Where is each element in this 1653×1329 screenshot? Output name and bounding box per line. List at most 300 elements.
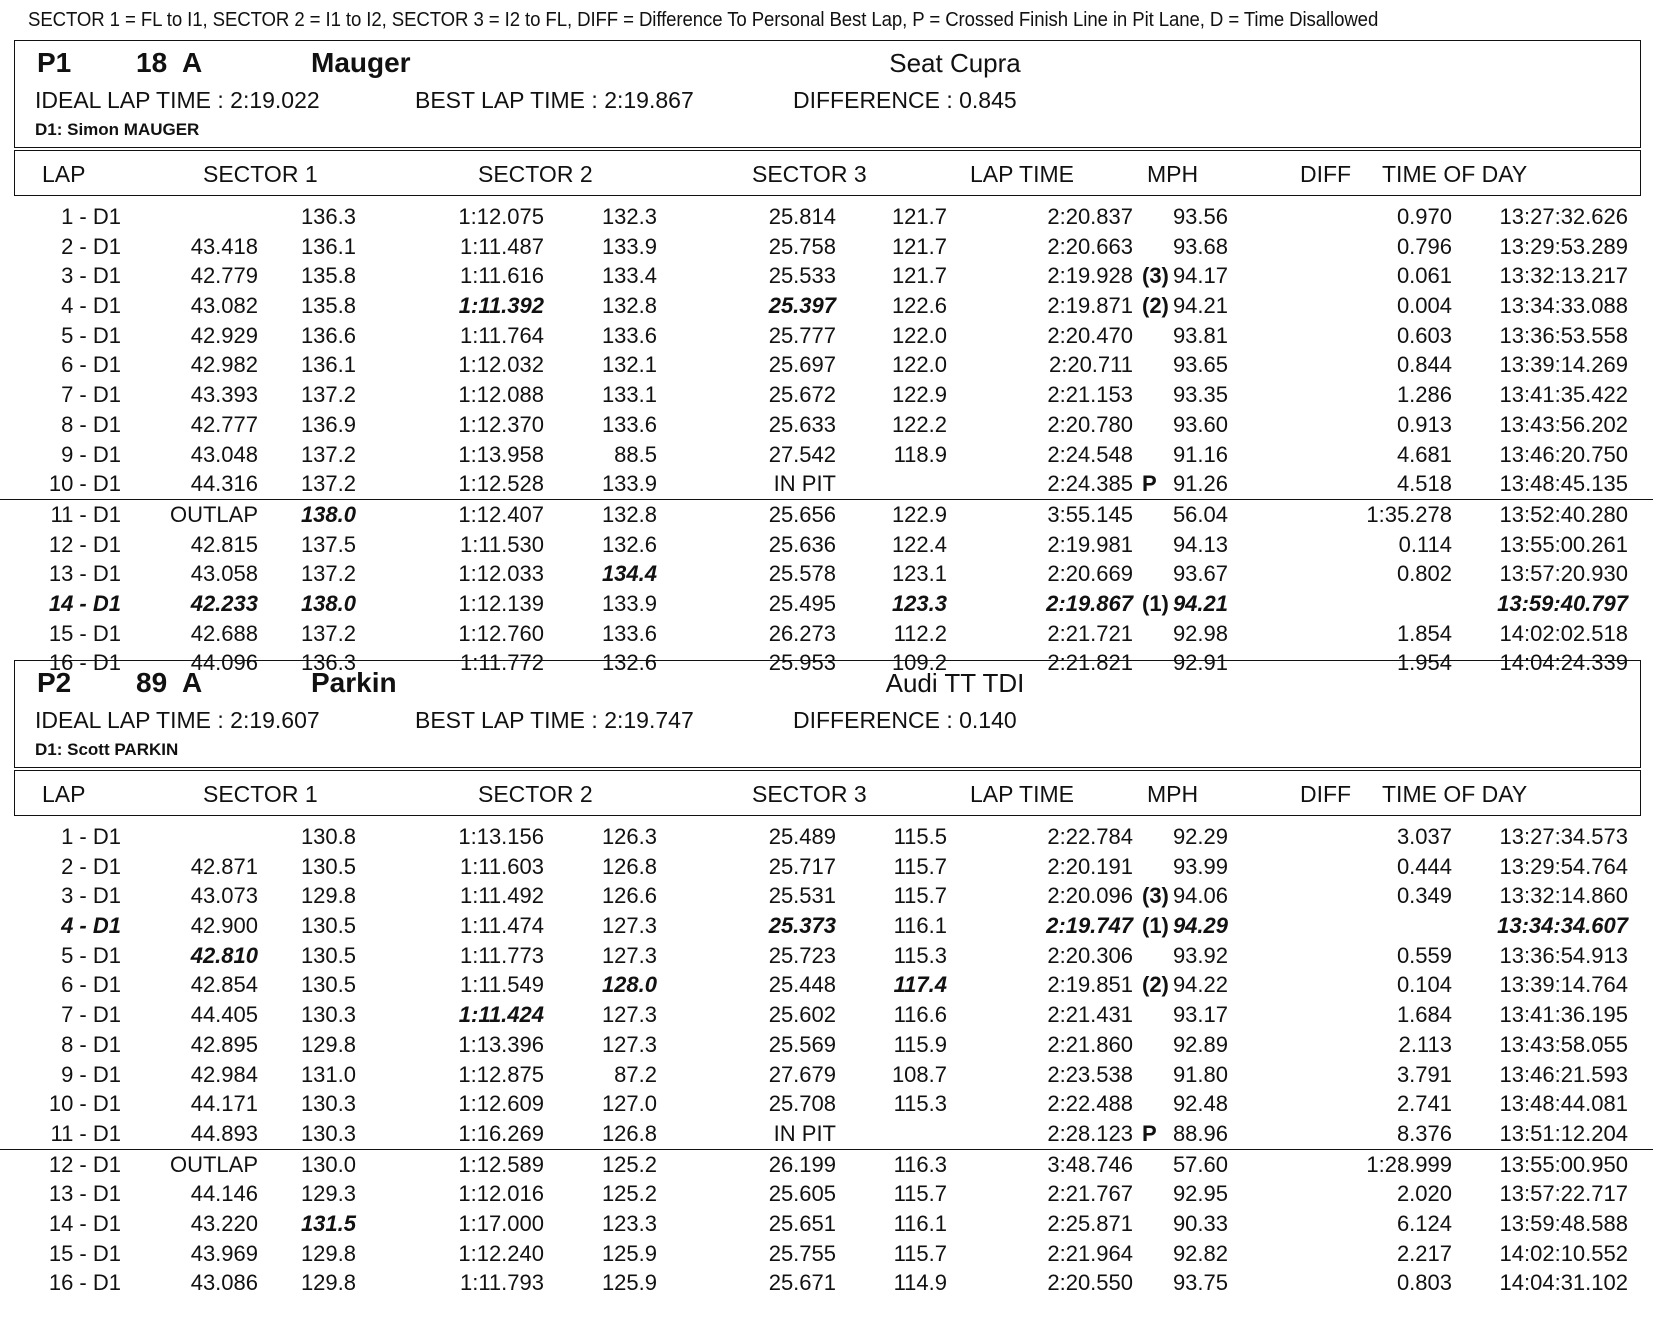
time-of-day: 13:51:12.204 (1499, 1120, 1628, 1146)
time-of-day: 13:34:34.607 (1497, 913, 1628, 939)
sector-3-time: 25.578 (768, 561, 836, 587)
lap-mph: 94.06 (1172, 883, 1228, 909)
sector-3-time: 25.489 (768, 824, 836, 849)
lap-mph: 56.04 (1172, 501, 1228, 527)
sector-1-time: 44.146 (190, 1181, 258, 1207)
table-row (0, 822, 1653, 852)
sector-2-speed: 132.8 (601, 501, 657, 527)
lap-number: 12 - D1 (48, 531, 121, 557)
time-of-day: 13:32:13.217 (1499, 263, 1628, 289)
sector-1-speed: 137.2 (300, 441, 356, 467)
sector-3-speed: 122.9 (891, 382, 947, 408)
time-of-day: 13:32:14.860 (1499, 883, 1628, 909)
best-lap-label: BEST LAP TIME : (415, 87, 598, 113)
sector-2-speed: 127.3 (601, 1031, 657, 1057)
driver-name: D1: Simon MAUGER (35, 120, 200, 139)
lap-time: 2:20.191 (1047, 853, 1133, 879)
sector-2-time: 1:12.528 (458, 471, 544, 497)
lap-time: 3:55.145 (1047, 501, 1133, 527)
difference-value: 0.140 (959, 707, 1017, 733)
lap-diff: 6.124 (1396, 1210, 1452, 1236)
sector-1-speed: 130.5 (300, 853, 356, 879)
sector-3-speed: 122.9 (891, 501, 947, 527)
lap-time: 2:23.538 (1047, 1061, 1133, 1087)
time-of-day: 13:36:54.913 (1499, 942, 1628, 968)
sector-2-speed: 133.9 (601, 590, 657, 616)
col-mph: MPH (1147, 781, 1199, 807)
lap-time: 2:20.669 (1047, 561, 1133, 587)
lap-mph: 92.48 (1172, 1091, 1228, 1117)
sector-3-time: 25.672 (768, 382, 836, 408)
sector-1-time: 42.895 (190, 1031, 258, 1057)
col-sector-3: SECTOR 3 (752, 161, 867, 187)
sector-3-time: 25.755 (768, 1240, 836, 1266)
lap-diff: 0.114 (1398, 531, 1452, 557)
lap-number: 3 - D1 (61, 883, 121, 909)
lap-diff: 1:35.278 (1366, 501, 1452, 527)
lap-diff: 2.741 (1396, 1091, 1452, 1117)
time-of-day: 13:34:33.088 (1499, 293, 1628, 319)
ideal-lap-time (35, 87, 320, 114)
sector-3-time: 27.542 (768, 441, 836, 467)
time-of-day: 13:41:36.195 (1499, 1002, 1628, 1028)
difference (793, 707, 1017, 734)
table-row (0, 970, 1653, 1000)
sector-2-speed: 134.4 (601, 561, 657, 587)
sector-3-speed: 115.7 (893, 1181, 947, 1207)
lap-flag: (3) (1142, 263, 1169, 289)
lap-time: 2:20.780 (1047, 411, 1133, 437)
col-sector-3: SECTOR 3 (752, 781, 867, 807)
sector-3-time: 25.373 (768, 913, 836, 939)
sector-1-time: 42.900 (190, 913, 258, 939)
table-row (0, 619, 1653, 649)
lap-time: 2:19.851 (1047, 972, 1133, 998)
lap-diff: 0.803 (1396, 1270, 1452, 1296)
sector-2-speed: 132.6 (601, 531, 657, 557)
sector-1-time: 43.086 (190, 1270, 258, 1296)
lap-time: 2:20.550 (1047, 1270, 1133, 1296)
position: P1 (37, 47, 72, 78)
lap-mph: 93.99 (1172, 853, 1228, 879)
lap-number: 14 - D1 (48, 1210, 121, 1236)
lap-mph: 91.80 (1172, 1061, 1228, 1087)
sector-3-speed: 123.1 (891, 561, 947, 587)
sector-3-speed: 115.3 (893, 1091, 947, 1117)
sector-3-speed: 114.9 (893, 1270, 947, 1296)
lap-mph: 93.67 (1172, 561, 1228, 587)
col-time-of-day: TIME OF DAY (1382, 781, 1528, 807)
time-of-day: 13:46:20.750 (1499, 441, 1628, 467)
sector-1-time: 43.073 (190, 883, 258, 909)
sector-2-time: 1:11.392 (458, 293, 544, 319)
difference (793, 87, 1017, 114)
lap-time: 2:21.964 (1047, 1240, 1133, 1266)
sector-2-time: 1:11.603 (459, 853, 544, 879)
ideal-lap-value: 2:19.022 (230, 87, 320, 113)
sector-3-time: 25.633 (768, 411, 836, 437)
time-of-day: 13:39:14.764 (1499, 972, 1628, 998)
time-of-day: 13:55:00.261 (1499, 531, 1628, 557)
sector-2-speed: 133.6 (601, 411, 657, 437)
lap-diff: 2.217 (1396, 1240, 1452, 1266)
lap-diff: 3.037 (1396, 824, 1452, 849)
table-row (0, 1119, 1653, 1149)
lap-number: 10 - D1 (48, 471, 121, 497)
lap-number: 16 - D1 (48, 650, 121, 676)
car-model: Audi TT TDI (885, 668, 1025, 698)
sector-3-speed: 115.7 (893, 1240, 947, 1266)
table-row (0, 202, 1653, 232)
lap-diff: 3.791 (1396, 1061, 1452, 1087)
sector-2-speed: 125.2 (601, 1151, 657, 1177)
lap-mph: 93.35 (1172, 382, 1228, 408)
sector-3-speed: 122.0 (891, 322, 947, 348)
lap-number: 15 - D1 (48, 1240, 121, 1266)
lap-time: 3:48.746 (1047, 1151, 1133, 1177)
lap-mph: 93.56 (1172, 204, 1228, 229)
sector-3-speed: 121.7 (891, 263, 947, 289)
sector-1-time: 43.048 (190, 441, 258, 467)
sector-3-speed: 122.4 (891, 531, 947, 557)
sector-1-speed: 135.8 (300, 263, 356, 289)
lap-time: 2:19.871 (1047, 293, 1133, 319)
sector-3-speed: 115.5 (893, 824, 947, 849)
lap-number: 16 - D1 (48, 1270, 121, 1296)
time-of-day: 13:57:22.717 (1499, 1181, 1628, 1207)
sector-3-time: 25.602 (768, 1002, 836, 1028)
lap-flag: (1) (1142, 590, 1169, 616)
sector-2-speed: 128.0 (601, 972, 657, 998)
lap-mph: 57.60 (1172, 1151, 1228, 1177)
difference-label: DIFFERENCE : (793, 707, 953, 733)
lap-flag: (1) (1142, 913, 1169, 939)
sector-1-time: 42.982 (190, 352, 258, 378)
sector-1-time: OUTLAP (169, 1151, 258, 1177)
sector-1-time: 42.815 (190, 531, 258, 557)
col-lap-time: LAP TIME (970, 161, 1074, 187)
lap-diff: 0.004 (1396, 293, 1452, 319)
sector-2-time: 1:12.589 (458, 1151, 544, 1177)
sector-3-time: 25.723 (768, 942, 836, 968)
time-of-day: 13:29:53.289 (1499, 233, 1628, 259)
sector-2-time: 1:13.156 (458, 824, 544, 849)
sector-2-time: 1:13.958 (458, 441, 544, 467)
time-of-day: 13:27:34.573 (1499, 824, 1628, 849)
time-of-day: 14:04:31.102 (1499, 1270, 1628, 1296)
table-row (0, 232, 1653, 262)
lap-number: 8 - D1 (61, 1031, 121, 1057)
sector-1-speed: 130.5 (300, 972, 356, 998)
sector-2-speed: 125.9 (601, 1270, 657, 1296)
car-class: A (182, 667, 203, 698)
sector-1-time: 42.854 (190, 972, 258, 998)
lap-time: 2:19.747 (1046, 913, 1133, 939)
sector-2-speed: 126.6 (601, 883, 657, 909)
best-lap-time (415, 707, 694, 734)
lap-time: 2:19.981 (1047, 531, 1133, 557)
sector-3-time: 25.397 (768, 293, 836, 319)
lap-mph: 94.13 (1172, 531, 1228, 557)
sector-1-time: 44.405 (190, 1002, 258, 1028)
lap-flag: (2) (1142, 972, 1169, 998)
lap-diff: 1.286 (1396, 382, 1452, 408)
table-row (0, 380, 1653, 410)
sector-2-time: 1:11.549 (459, 972, 544, 998)
lap-mph: 94.22 (1172, 972, 1228, 998)
lap-diff: 1.684 (1396, 1002, 1452, 1028)
best-lap-value: 2:19.747 (604, 707, 694, 733)
sector-3-time: 25.656 (768, 501, 836, 527)
sector-1-speed: 129.8 (300, 883, 356, 909)
sector-2-time: 1:12.760 (458, 620, 544, 646)
sector-1-time: 43.220 (190, 1210, 258, 1236)
sector-3-speed: 116.3 (893, 1151, 947, 1177)
sector-2-time: 1:11.487 (459, 233, 544, 259)
sector-1-speed: 135.8 (300, 293, 356, 319)
lap-mph: 91.26 (1172, 471, 1228, 497)
sector-1-speed: 137.2 (300, 620, 356, 646)
lap-time: 2:25.871 (1047, 1210, 1133, 1236)
sector-2-speed: 87.2 (614, 1061, 657, 1087)
sector-2-time: 1:12.032 (458, 352, 544, 378)
sector-2-speed: 133.1 (601, 382, 657, 408)
sector-2-speed: 123.3 (601, 1210, 657, 1236)
lap-diff: 0.444 (1396, 853, 1452, 879)
sector-1-time: 43.418 (190, 233, 258, 259)
time-of-day: 13:52:40.280 (1499, 501, 1628, 527)
sector-3-time: 25.569 (768, 1031, 836, 1057)
team-name: Mauger (311, 47, 411, 78)
column-headers (14, 150, 1641, 196)
lap-flag: (2) (1142, 293, 1169, 319)
sector-3-speed: 115.7 (893, 853, 947, 879)
difference-label: DIFFERENCE : (793, 87, 953, 113)
table-row (0, 469, 1653, 499)
table-row (0, 321, 1653, 351)
sector-3-time: 25.777 (768, 322, 836, 348)
sector-1-time: 42.810 (190, 942, 258, 968)
sector-3-speed: 115.7 (893, 883, 947, 909)
lap-time: 2:20.837 (1047, 204, 1133, 229)
sector-2-speed: 126.8 (601, 853, 657, 879)
difference-value: 0.845 (959, 87, 1017, 113)
lap-number: 10 - D1 (48, 1091, 121, 1117)
lap-diff: 1.954 (1396, 650, 1452, 676)
sector-3-time: 27.679 (768, 1061, 836, 1087)
lap-mph: 93.68 (1172, 233, 1228, 259)
table-row (0, 530, 1653, 560)
time-of-day: 13:48:45.135 (1499, 471, 1628, 497)
lap-mph: 92.82 (1172, 1240, 1228, 1266)
sector-1-speed: 129.3 (300, 1181, 356, 1207)
sector-2-time: 1:11.616 (459, 263, 544, 289)
sector-2-time: 1:12.240 (458, 1240, 544, 1266)
time-of-day: 13:36:53.558 (1499, 322, 1628, 348)
table-row (0, 261, 1653, 291)
sector-3-time: 26.199 (768, 1151, 836, 1177)
sector-1-speed: 136.9 (300, 411, 356, 437)
sector-1-time: 44.316 (190, 471, 258, 497)
time-of-day: 13:43:58.055 (1499, 1031, 1628, 1057)
table-row (0, 911, 1653, 941)
table-row (0, 350, 1653, 380)
sector-1-time: 43.058 (190, 561, 258, 587)
lap-diff: 8.376 (1396, 1120, 1452, 1146)
col-sector-1: SECTOR 1 (203, 161, 318, 187)
sector-2-time: 1:12.875 (458, 1061, 544, 1087)
time-of-day: 13:59:40.797 (1497, 590, 1628, 616)
sector-1-speed: 136.3 (300, 204, 356, 229)
position: P2 (37, 667, 72, 698)
sector-1-speed: 131.0 (300, 1061, 356, 1087)
lap-time: 2:21.860 (1047, 1031, 1133, 1057)
sector-3-time: 25.953 (768, 650, 836, 676)
lap-mph: 93.17 (1172, 1002, 1228, 1028)
ideal-lap-time (35, 707, 320, 734)
ideal-lap-label: IDEAL LAP TIME : (35, 87, 224, 113)
table-row (0, 410, 1653, 440)
col-diff: DIFF (1300, 161, 1352, 187)
sector-3-speed: 118.9 (893, 441, 947, 467)
sector-2-time: 1:12.370 (458, 411, 544, 437)
sector-2-time: 1:11.772 (459, 650, 544, 676)
sector-2-speed: 132.3 (601, 204, 657, 229)
sector-1-time: 42.929 (190, 322, 258, 348)
sector-1-speed: 136.6 (300, 322, 356, 348)
lap-diff: 0.970 (1396, 204, 1452, 229)
lap-number: 15 - D1 (48, 620, 121, 646)
table-row (0, 440, 1653, 470)
sector-3-time: IN PIT (773, 1120, 836, 1146)
sector-3-speed: 122.6 (891, 293, 947, 319)
col-diff: DIFF (1300, 781, 1352, 807)
lap-number: 5 - D1 (61, 322, 121, 348)
lap-diff: 4.518 (1396, 471, 1452, 497)
sector-3-time: 25.697 (768, 352, 836, 378)
sector-1-speed: 136.1 (300, 352, 356, 378)
sector-2-time: 1:12.075 (458, 204, 544, 229)
sector-3-time: 25.605 (768, 1181, 836, 1207)
sector-3-speed: 121.7 (891, 204, 947, 229)
lap-time: 2:22.488 (1047, 1091, 1133, 1117)
lap-number: 13 - D1 (48, 1181, 121, 1207)
sector-2-speed: 133.9 (601, 233, 657, 259)
time-of-day: 13:55:00.950 (1499, 1151, 1628, 1177)
lap-mph: 92.95 (1172, 1181, 1228, 1207)
sector-2-time: 1:12.139 (458, 590, 544, 616)
sector-1-time: 43.082 (190, 293, 258, 319)
lap-number: 8 - D1 (61, 411, 121, 437)
car-number: 18 (136, 47, 168, 78)
lap-number: 2 - D1 (61, 233, 121, 259)
time-of-day: 13:43:56.202 (1499, 411, 1628, 437)
lap-number: 9 - D1 (61, 441, 121, 467)
sector-3-speed: 122.0 (891, 352, 947, 378)
sector-1-speed: 129.8 (300, 1031, 356, 1057)
lap-flag: (3) (1142, 883, 1169, 909)
sector-3-speed: 112.2 (893, 620, 947, 646)
sector-3-time: 25.758 (768, 233, 836, 259)
lap-flag: P (1142, 471, 1157, 497)
time-of-day: 13:46:21.593 (1499, 1061, 1628, 1087)
sector-2-speed: 132.1 (601, 352, 657, 378)
lap-diff: 0.603 (1396, 322, 1452, 348)
lap-number: 3 - D1 (61, 263, 121, 289)
sector-1-time: 42.233 (190, 590, 258, 616)
lap-time: 2:21.767 (1047, 1181, 1133, 1207)
lap-diff: 0.349 (1396, 883, 1452, 909)
time-of-day: 13:57:20.930 (1499, 561, 1628, 587)
lap-mph: 93.81 (1172, 322, 1228, 348)
lap-number: 6 - D1 (61, 972, 121, 998)
lap-rows (0, 822, 1653, 1298)
lap-number: 11 - D1 (50, 501, 121, 527)
sector-2-speed: 88.5 (614, 441, 657, 467)
lap-mph: 92.89 (1172, 1031, 1228, 1057)
column-headers (14, 770, 1641, 816)
lap-time: 2:21.821 (1047, 650, 1133, 676)
sector-1-time: 42.779 (190, 263, 258, 289)
sector-1-time: OUTLAP (169, 501, 258, 527)
sector-1-speed: 129.8 (300, 1270, 356, 1296)
table-row (0, 1000, 1653, 1030)
col-sector-2: SECTOR 2 (478, 161, 593, 187)
lap-mph: 94.21 (1172, 293, 1228, 319)
sector-2-speed: 127.3 (601, 942, 657, 968)
table-row (0, 1209, 1653, 1239)
sector-2-speed: 127.0 (601, 1091, 657, 1117)
sector-2-speed: 127.3 (601, 1002, 657, 1028)
ideal-lap-label: IDEAL LAP TIME : (35, 707, 224, 733)
col-mph: MPH (1147, 161, 1199, 187)
sector-3-speed: 121.7 (891, 233, 947, 259)
lap-diff: 0.796 (1396, 233, 1452, 259)
sector-1-speed: 136.1 (300, 233, 356, 259)
lap-diff: 0.913 (1396, 411, 1452, 437)
lap-diff: 2.113 (1398, 1031, 1452, 1057)
table-row (0, 589, 1653, 619)
table-row (0, 881, 1653, 911)
sector-3-time: 25.717 (768, 853, 836, 879)
sector-3-time: 25.448 (768, 972, 836, 998)
entry-header (14, 40, 1641, 148)
time-of-day: 13:41:35.422 (1499, 382, 1628, 408)
sector-2-time: 1:11.773 (459, 942, 544, 968)
sector-2-speed: 126.8 (601, 1120, 657, 1146)
lap-diff: 0.802 (1396, 561, 1452, 587)
sector-2-time: 1:11.492 (459, 883, 544, 909)
sector-1-speed: 137.5 (300, 531, 356, 557)
sector-2-time: 1:12.016 (458, 1181, 544, 1207)
sector-1-time: 42.871 (190, 853, 258, 879)
table-row (0, 499, 1653, 530)
time-of-day: 13:29:54.764 (1499, 853, 1628, 879)
legend-line: SECTOR 1 = FL to I1, SECTOR 2 = I1 to I2, SECTOR 3 = I2 to FL, DIFF = Difference To Personal Best Lap, P = Crossed Finish Line in Pit Lane, D = Time Disallowed (28, 9, 1379, 31)
lap-diff: 0.844 (1396, 352, 1452, 378)
time-of-day: 13:27:32.626 (1499, 204, 1628, 229)
sector-2-speed: 133.9 (601, 471, 657, 497)
table-row (0, 1030, 1653, 1060)
sector-2-time: 1:12.088 (458, 382, 544, 408)
lap-diff: 0.559 (1396, 942, 1452, 968)
lap-number: 7 - D1 (61, 382, 121, 408)
sector-2-time: 1:17.000 (458, 1210, 544, 1236)
table-row (0, 1179, 1653, 1209)
sector-3-time: 25.531 (768, 883, 836, 909)
sector-1-time: 43.393 (190, 382, 258, 408)
sector-1-speed: 130.3 (300, 1091, 356, 1117)
